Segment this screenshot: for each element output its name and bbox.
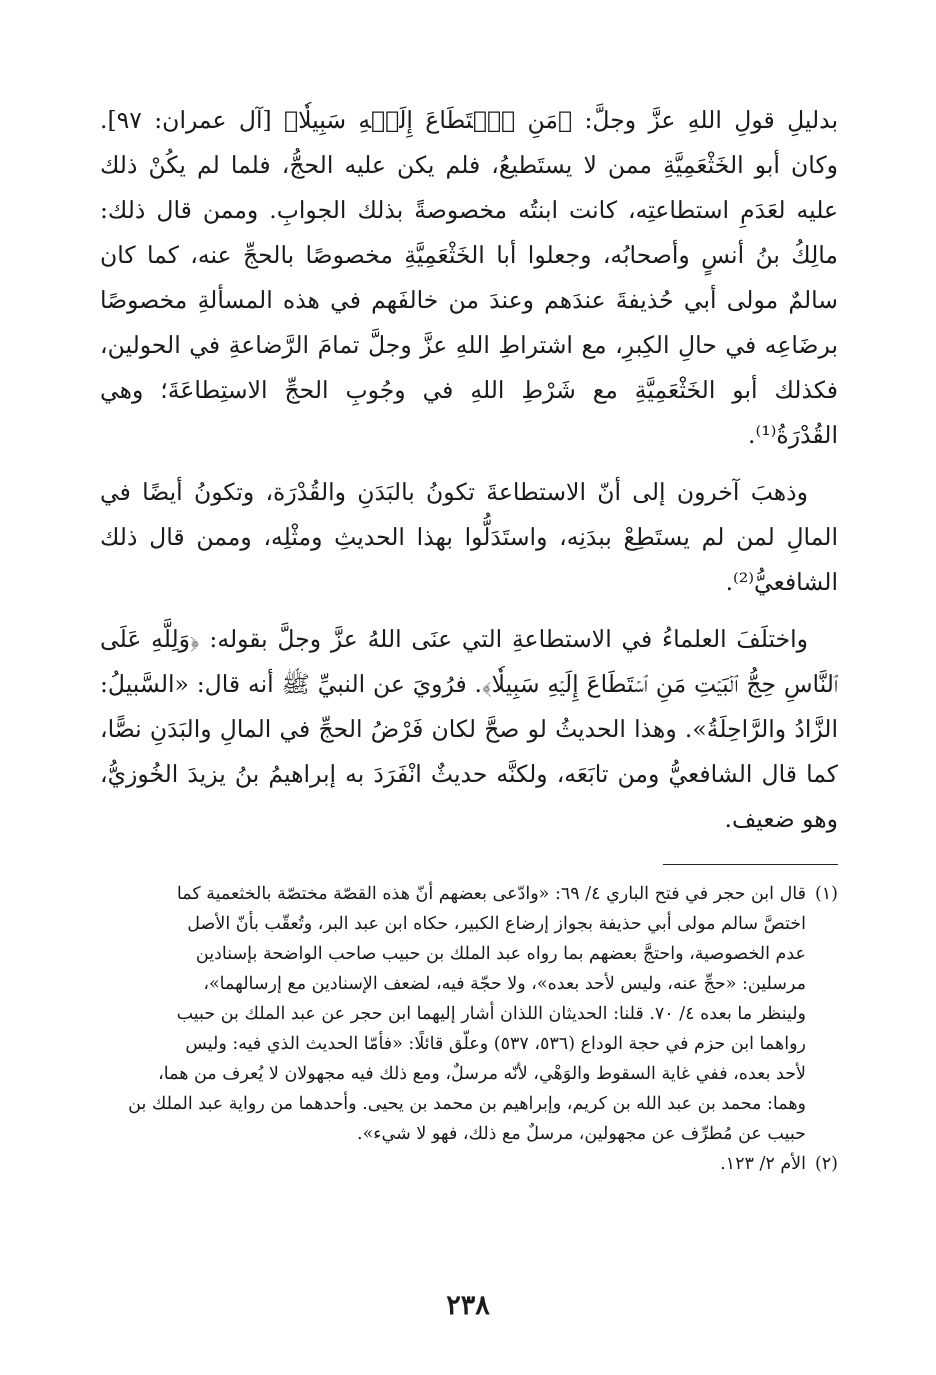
footnote-separator	[663, 864, 838, 865]
paragraph-2: وذهبَ آخرون إلى أنّ الاستطاعةَ تكونُ بالبَدَنِ والقُدْرَة، وتكونُ أيضًا في المالِ لمن لم يستَطِعْ ببدَنِه، واستَدَلُّوا بهذا الحديثِ ومثْلِه، وممن قال ذلك الشافعيُّ⁽²⁾.	[100, 478, 838, 596]
footnote-number: (١)	[814, 884, 838, 904]
footnote-text	[100, 879, 806, 1149]
footnote-line: الأم ٢/ ١٢٣.	[720, 1154, 806, 1174]
paragraph-3: واختلَفَ العلماءُ في الاستطاعةِ التي عنَى اللهُ عزَّ وجلَّ بقوله: ﴿وَلِلَّهِ عَلَى ٱلنَّاسِ حِجُّ ٱلۡبَيۡتِ مَنِ ٱسۡتَطَاعَ إِلَيۡهِ سَبِيلٗا﴾. فرُويَ عن النبيِّ ﷺ أنه قال: «السَّبيلُ: الزَّادُ والرَّاحِلَةُ». وهذا الحديثُ لو صحَّ لكان فَرْضُ الحجِّ في المالِ والبَدَنِ نصًّا، كما قال الشافعيُّ ومن تابَعَه، ولكنَّه حديثٌ انْفَرَدَ به إبراهيمُ بنُ يزيدَ الخُوزيُّ، وهو ضعيف.	[100, 625, 838, 833]
footnote-line: حبيب عن مُطرِّف عن مجهولين، مرسلٌ مع ذلك، فهو لا شيء».	[357, 1124, 806, 1144]
footnote-line: قال ابن حجر في فتح الباري ٤/ ٦٩: «وادّعى بعضهم أنّ هذه القصّة مختصّة بالخثعمية كما	[176, 884, 806, 904]
footnote-line: اختصَّ سالم مولى أبي حذيفة بجواز إرضاع الكبير، حكاه ابن عبد البر، وتُعقّب بأنّ الأصل	[187, 914, 806, 934]
footnotes	[100, 879, 838, 1179]
footnote-2	[100, 1149, 838, 1179]
footnote-1	[100, 879, 838, 1149]
footnote-line: رواهما ابن حزم في حجة الوداع (٥٣٦، ٥٣٧) وعلّق قائلًا: «فأمّا الحديث الذي فيه: وليس	[185, 1034, 806, 1054]
page-number: ٢٣٨	[446, 1290, 490, 1321]
footnote-line: ولينظر ما بعده ٤/ ٧٠. قلنا: الحديثان اللذان أشار إليهما ابن حجر عن عبد الملك بن حبيب	[176, 1004, 806, 1024]
footnote-separator-wrap	[100, 842, 838, 879]
footnote-line: لأحد بعده، ففي غاية السقوط والوَهْي، لأنّه مرسلٌ، ومع ذلك فيه مجهولان لا يُعرف من هما،	[158, 1064, 806, 1084]
footnote-line: مرسلين: «حجِّ عنه، وليس لأحد بعده»، ولا حجّة فيه، لضعف الإسنادين مع إرسالهما»،	[203, 974, 806, 994]
footnote-line: وهما: محمد بن عبد الله بن كريم، وإبراهيم بن محمد بن يحيى. وأحدهما من رواية عبد الملك بن	[128, 1094, 806, 1114]
page-body	[100, 98, 838, 1179]
footnote-number: (٢)	[814, 1154, 838, 1174]
main-text	[100, 98, 838, 842]
paragraph-1: بدليلِ قولِ اللهِ عزَّ وجلَّ: ﴿مَنِ ٱسۡتَطَاعَ إِلَيۡهِ سَبِيلٗا﴾ [آل عمران: ٩٧]. وكان أبو الخَثْعَمِيَّةِ ممن لا يستَطيعُ، فلم يكن عليه الحجُّ، فلما لم يكُنْ ذلك عليه لعَدَمِ استطاعتِه، كانت ابنتُه مخصوصةً بذلك الجوابِ. وممن قال ذلك: مالِكُ بنُ أنسٍ وأصحابُه، وجعلوا أبا الخَثْعَمِيَّةِ مخصوصًا بالحجِّ عنه، كما كان سالمٌ مولى أبي حُذيفةَ عندَهم وعندَ من خالفَهم في هذه المسألةِ مخصوصًا برضَاعِه في حالِ الكِبرِ، مع اشتراطِ اللهِ عزَّ وجلَّ تمامَ الرَّضاعةِ في الحولين، فكذلك أبو الخَثْعَمِيَّةِ مع شَرْطِ اللهِ في وجُوبِ الحجِّ الاستِطاعَةَ؛ وهي القُدْرَةُ⁽¹⁾.	[100, 106, 838, 449]
footnote-line: عدم الخصوصية، واحتجَّ بعضهم بما رواه عبد الملك بن حبيب صاحب الواضحة بإسنادين	[195, 944, 806, 964]
footnote-text	[100, 1149, 806, 1179]
